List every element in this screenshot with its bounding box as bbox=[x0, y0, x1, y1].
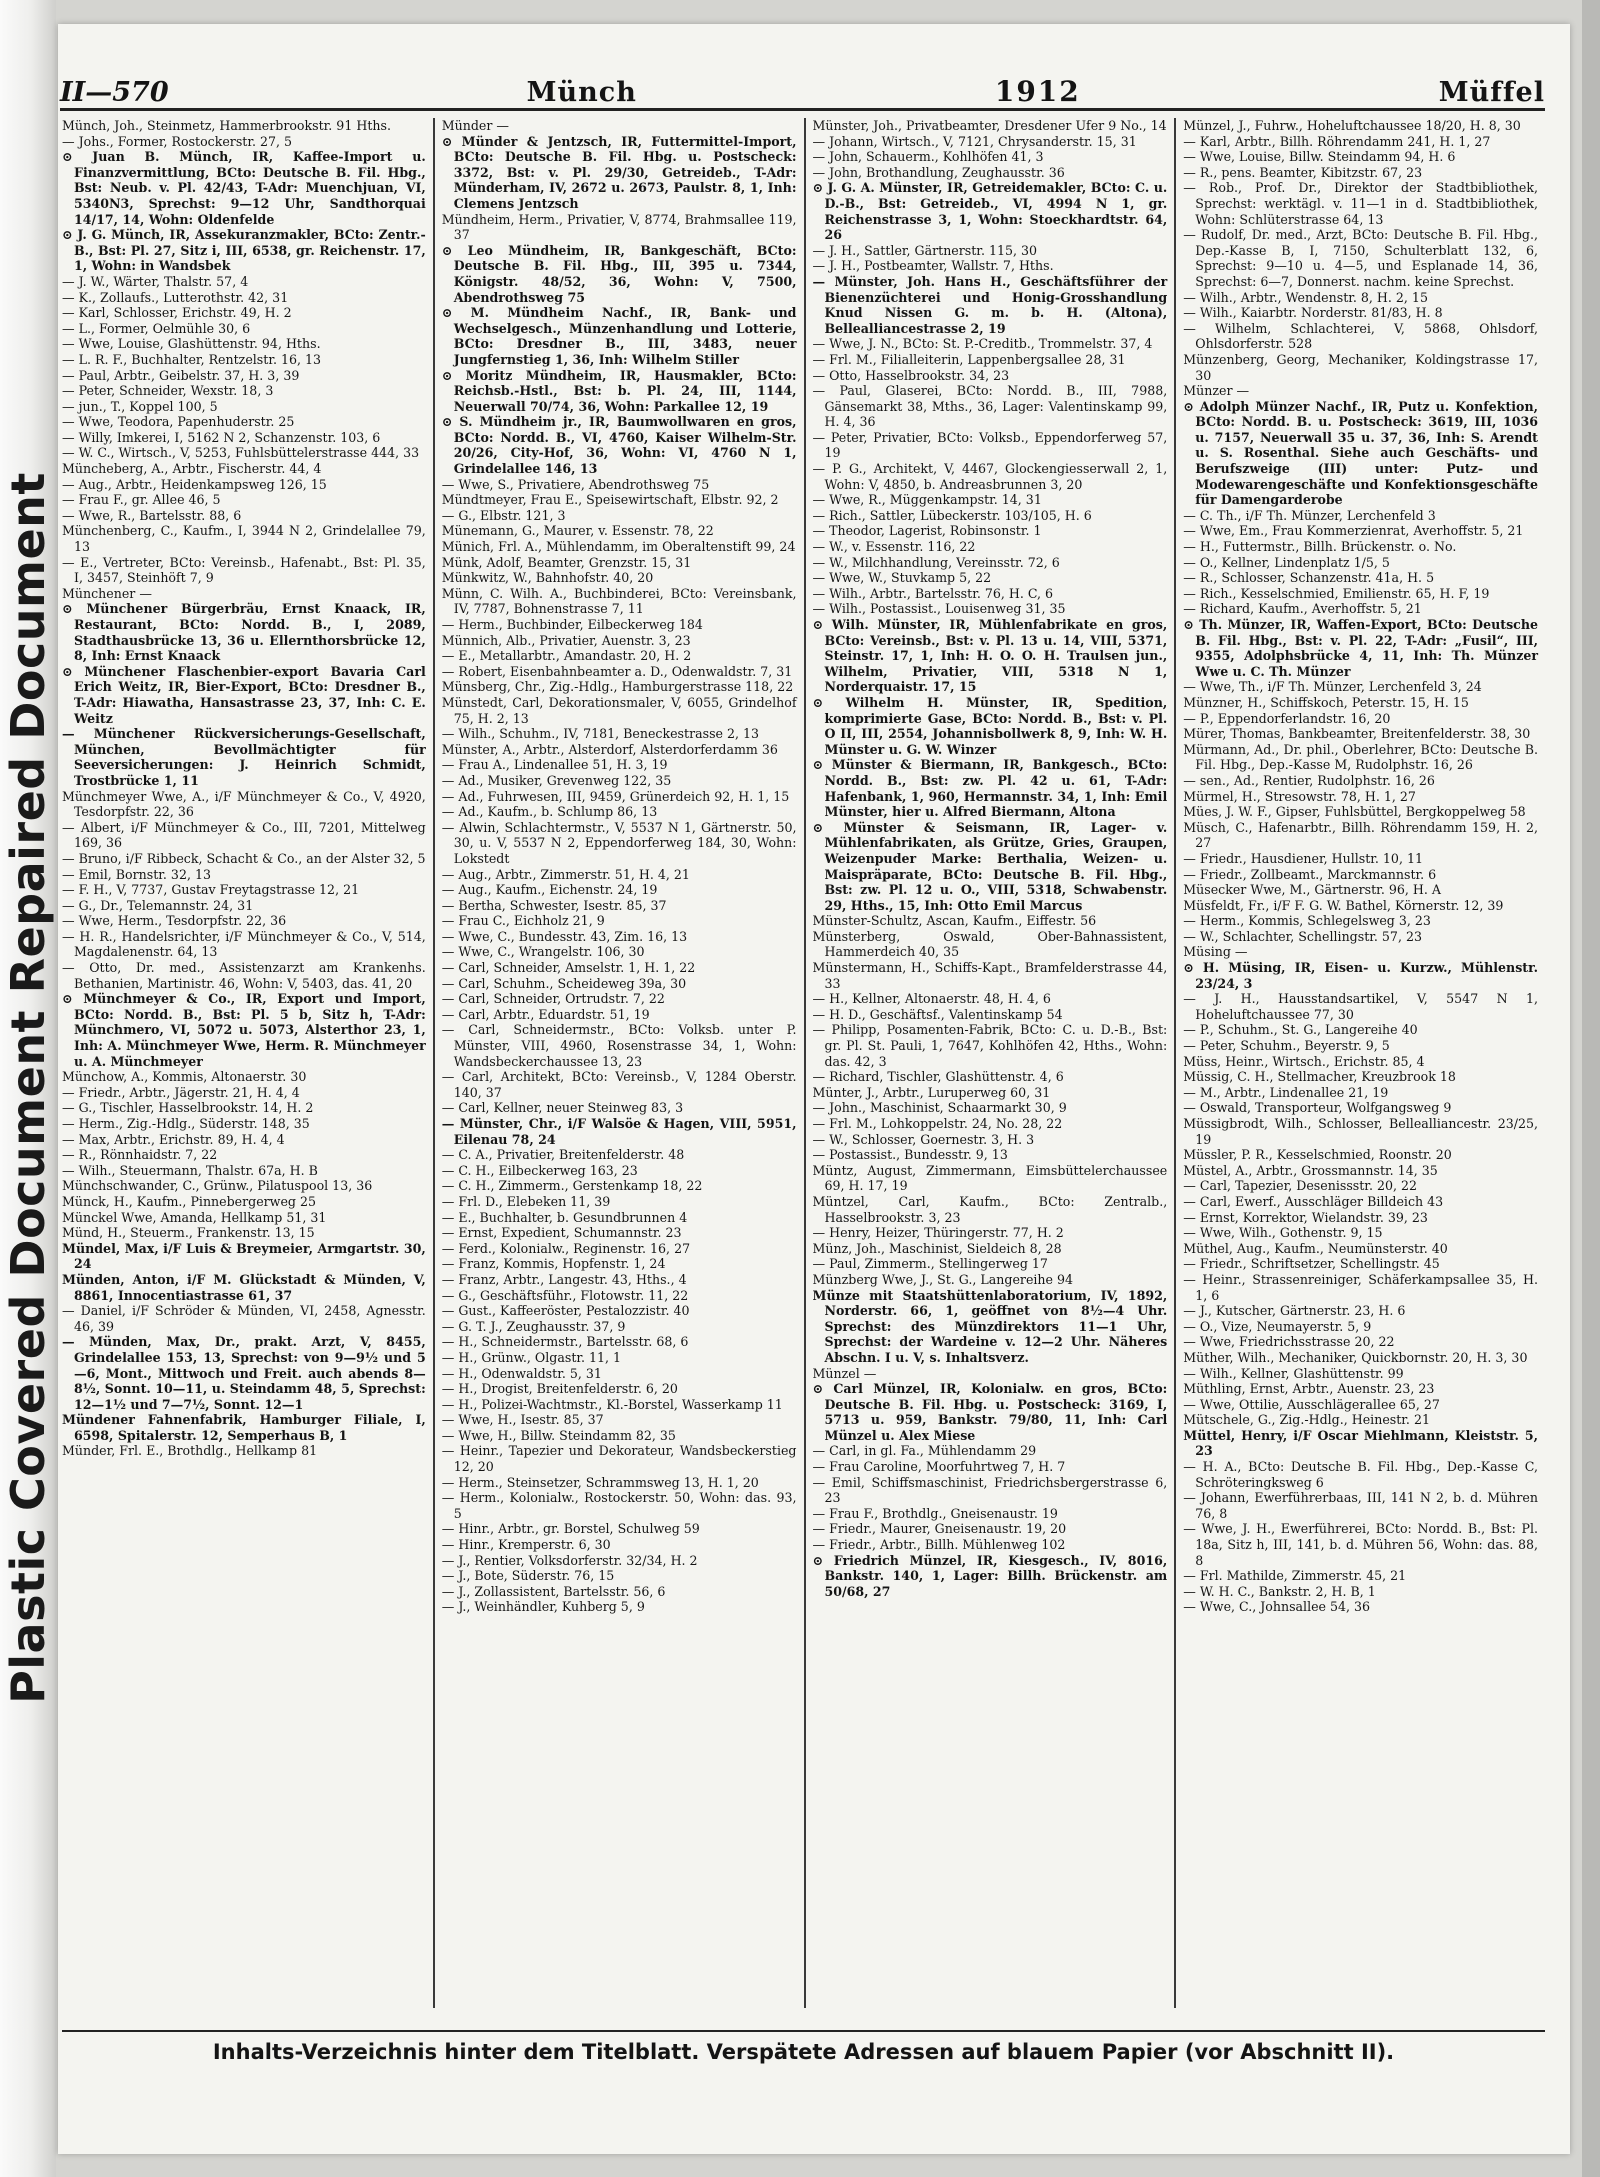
directory-entry: — Wilh., Kellner, Glashüttenstr. 99 bbox=[1183, 1365, 1404, 1381]
column-3 bbox=[804, 118, 1175, 2008]
directory-entry: — W., Schlachter, Schellingstr. 57, 23 bbox=[1183, 928, 1422, 944]
directory-entry: — Wwe, Th., i/F Th. Münzer, Lerchenfeld 3, 24 bbox=[1183, 679, 1482, 695]
directory-entry: — J. H., Sattler, Gärtnerstr. 115, 30 bbox=[812, 242, 1038, 258]
directory-entry: Münder, Frl. E., Brothdlg., Hellkamp 81 bbox=[62, 1443, 318, 1459]
directory-entry: ⊙ Adolph Münzer Nachf., IR, Putz u. Konfektion, BCto: Nordd. B. u. Postscheck: 3619, III, 1036 u. 7157, Neuerwall 35 u. 37, 36, Inh: S. Arendt u. S. Rosenthal. Siehe auch Geschäfts- und Berufszweige (III) unter: Putz- und Modewarengeschäfte und Konfektionsgeschäfte für Damengarderobe bbox=[1183, 398, 1538, 508]
directory-entry: — Johann, Wirtsch., V, 7121, Chrysanderstr. 15, 31 bbox=[812, 133, 1137, 149]
directory-entry: — John, Schauerm., Kohlhöfen 41, 3 bbox=[812, 149, 1044, 165]
directory-entry: Münstermann, H., Schiffs-Kapt., Bramfelderstrasse 44, 33 bbox=[812, 960, 1168, 991]
directory-entry: — Wwe, Friedrichsstrasse 20, 22 bbox=[1183, 1334, 1395, 1350]
directory-entry: Mürmann, Ad., Dr. phil., Oberlehrer, BCto: Deutsche B. Fil. Hbg., Dep.-Kasse M, Rudolphstr. 16, 26 bbox=[1183, 741, 1538, 773]
directory-entry: — Wwe, H., Isestr. 85, 37 bbox=[441, 1412, 604, 1428]
directory-entry: — Wwe, C., Johnsallee 54, 36 bbox=[1183, 1599, 1371, 1615]
directory-entry: Mündtmeyer, Frau E., Speisewirtschaft, Elbstr. 92, 2 bbox=[441, 492, 779, 508]
directory-entry: — Henry, Heizer, Thüringerstr. 77, H. 2 bbox=[812, 1225, 1064, 1241]
directory-entry: — Karl, Schlosser, Erichstr. 49, H. 2 bbox=[62, 305, 292, 321]
directory-entry: Münzer — bbox=[1183, 383, 1250, 399]
directory-entry: — Wwe, Louise, Glashüttenstr. 94, Hths. bbox=[62, 336, 321, 352]
column-4 bbox=[1174, 118, 1545, 2008]
directory-entry: Münkwitz, W., Bahnhofstr. 40, 20 bbox=[441, 570, 654, 586]
directory-entry: — W., Schlosser, Goernestr. 3, H. 3 bbox=[812, 1131, 1035, 1147]
directory-entry: — Emil, Schiffsmaschinist, Friedrichsbergerstrasse 6, 23 bbox=[812, 1474, 1168, 1506]
directory-entry: — Wwe, C., Wrangelstr. 106, 30 bbox=[441, 944, 645, 960]
directory-entry: Münz, Joh., Maschinist, Sieldeich 8, 28 bbox=[812, 1240, 1062, 1256]
directory-entry: Münchener — bbox=[62, 585, 152, 601]
directory-entry: — P. G., Architekt, V, 4467, Glockengiesserwall 2, 1, Wohn: V, 4850, b. Andreasbrunnen 3, 20 bbox=[812, 461, 1168, 492]
directory-entry: — G., Tischler, Hasselbrookstr. 14, H. 2 bbox=[62, 1100, 314, 1116]
directory-entry: Mündener Fahnenfabrik, Hamburger Filiale, I, 6598, Spitalerstr. 12, Semperhaus B, 1 bbox=[62, 1412, 426, 1443]
directory-entry: — sen., Ad., Rentier, Rudolphstr. 16, 26 bbox=[1183, 772, 1435, 788]
directory-entry: ⊙ M. Mündheim Nachf., IR, Bank- und Wechselgesch., Münzenhandlung und Lotterie, BCto: Dresdner B., III, 3483, neuer Jungfernstieg 1, 36, Inh: Wilhelm Stiller bbox=[441, 305, 797, 367]
directory-entry: ⊙ Münder & Jentzsch, IR, Futtermittel-Import, BCto: Deutsche B. Fil. Hbg. u. Postscheck: 3372, Bst: v. Pl. 29/30, Getreideb., T-Adr: Münderham, IV, 2672 u. 2673, Paulstr. 8, 1, Inh: Clemens Jentzsch bbox=[441, 133, 797, 211]
directory-entry: ⊙ H. Müsing, IR, Eisen- u. Kurzw., Mühlenstr. 23/24, 3 bbox=[1183, 960, 1538, 991]
directory-entry: — Wwe, C., Bundesstr. 43, Zim. 16, 13 bbox=[441, 928, 688, 944]
directory-entry: — C. Th., i/F Th. Münzer, Lerchenfeld 3 bbox=[1183, 507, 1436, 523]
directory-entry: — Carl, in gl. Fa., Mühlendamm 29 bbox=[812, 1443, 1037, 1459]
directory-entry: ⊙ Münster & Seismann, IR, Lager- v. Mühlenfabrikaten, als Grütze, Gries, Graupen, Weizenpuder Marke: Berthalia, Weizen- u. Maispräparate, BCto: Deutsche B. Fil. Hbg., Bst: zw. Pl. 12 u. O., VIII, 5318, Schwabenstr. 29, Hths., 15, Inh: Otto Emil Marcus bbox=[812, 819, 1168, 913]
directory-entry: Münck, H., Kaufm., Pinnebergerweg 25 bbox=[62, 1193, 317, 1209]
directory-entry: — Herm., Kolonialw., Rostockerstr. 50, Wohn: das. 93, 5 bbox=[441, 1490, 797, 1521]
directory-entry: — Friedr., Maurer, Gneisenaustr. 19, 20 bbox=[812, 1521, 1067, 1537]
directory-entry: — Philipp, Posamenten-Fabrik, BCto: C. u. D.-B., Bst: gr. Pl. St. Pauli, 1, 7647, Kohlhöfen 42, Hths., Wohn: das. 42, 3 bbox=[812, 1022, 1168, 1069]
directory-entry: Münemann, G., Maurer, v. Essenstr. 78, 22 bbox=[441, 523, 714, 539]
directory-entry: — H. D., Geschäftsf., Valentinskamp 54 bbox=[812, 1006, 1063, 1022]
directory-entry: — Frau Caroline, Moorfuhrtweg 7, H. 7 bbox=[812, 1459, 1066, 1475]
directory-entry: — R., Rönnhaidstr. 7, 22 bbox=[62, 1147, 218, 1163]
directory-entry: Münden, Anton, i/F M. Glückstadt & Münden, V, 8861, Innocentiastrasse 61, 37 bbox=[62, 1271, 426, 1303]
directory-entry: — H. A., BCto: Deutsche B. Fil. Hbg., Dep.-Kasse C, Schröteringksweg 6 bbox=[1183, 1459, 1538, 1490]
directory-entry: — Postassist., Bundesstr. 9, 13 bbox=[812, 1147, 1008, 1163]
directory-entry: — Frau F., gr. Allee 46, 5 bbox=[62, 492, 221, 508]
directory-entry: ⊙ Leo Mündheim, IR, Bankgeschäft, BCto: Deutsche B. Fil. Hbg., III, 395 u. 7344, Königstr. 48/52, 36, Wohn: V, 7500, Abendrothsweg 75 bbox=[441, 242, 797, 305]
directory-entry: — Herm., Buchbinder, Eilbeckerweg 184 bbox=[441, 617, 703, 632]
directory-entry: Müsch, C., Hafenarbtr., Billh. Röhrendamm 159, H. 2, 27 bbox=[1183, 819, 1538, 851]
directory-entry: — Otto, Hasselbrookstr. 34, 23 bbox=[812, 367, 1010, 383]
page-edge-shadow bbox=[1582, 0, 1600, 2177]
directory-entry: — Carl, Schneider, Amselstr. 1, H. 1, 22 bbox=[441, 960, 696, 976]
directory-entry: — Ad., Fuhrwesen, III, 9459, Grünerdeich 92, H. 1, 15 bbox=[441, 788, 790, 804]
directory-entry: — Paul, Arbtr., Geibelstr. 37, H. 3, 39 bbox=[62, 367, 300, 383]
directory-entry: — Wwe, W., Stuvkamp 5, 22 bbox=[812, 570, 992, 586]
entry-columns bbox=[62, 118, 1545, 2008]
directory-entry: — J., Zollassistent, Bartelsstr. 56, 6 bbox=[441, 1583, 666, 1599]
directory-entry: Müssig, C. H., Stellmacher, Kreuzbrook 18 bbox=[1183, 1069, 1456, 1085]
directory-entry: — Carl, Schneidermstr., BCto: Volksb. unter P. Münster, VIII, 4960, Rosenstrasse 34, 1, Wohn: Wandsbeckerchaussee 13, 23 bbox=[441, 1022, 797, 1069]
directory-entry: — H., Odenwaldstr. 5, 31 bbox=[441, 1365, 602, 1381]
directory-entry: — Wwe, J. H., Ewerführerei, BCto: Nordd. B., Bst: Pl. 18a, Sitz h, III, 141, b. d. Mühren 56, Wohn: das. 88, 8 bbox=[1183, 1521, 1538, 1568]
directory-entry: — W., Milchhandlung, Vereinsstr. 72, 6 bbox=[812, 554, 1060, 570]
directory-entry: — Friedr., Zollbeamt., Marckmannstr. 6 bbox=[1183, 866, 1437, 882]
directory-entry: — L. R. F., Buchhalter, Rentzelstr. 16, 13 bbox=[62, 351, 322, 367]
directory-entry: — Aug., Arbtr., Heidenkampsweg 126, 15 bbox=[62, 476, 327, 492]
directory-entry: — Carl, Arbtr., Eduardstr. 51, 19 bbox=[441, 1006, 650, 1022]
directory-entry: — Carl, Architekt, BCto: Vereinsb., V, 1284 Oberstr. 140, 37 bbox=[441, 1069, 797, 1100]
directory-entry: — Carl, Ewerf., Ausschläger Billdeich 43 bbox=[1183, 1193, 1444, 1209]
directory-entry: — Oswald, Transporteur, Wolfgangsweg 9 bbox=[1183, 1100, 1452, 1116]
directory-entry: — O., Vize, Neumayerstr. 5, 9 bbox=[1183, 1318, 1372, 1334]
directory-entry: — Hinr., Kremperstr. 6, 30 bbox=[441, 1537, 611, 1553]
directory-entry: — John, Brothandlung, Zeughausstr. 36 bbox=[812, 164, 1065, 180]
directory-entry: ⊙ S. Mündheim jr., IR, Baumwollwaren en gros, BCto: Nordd. B., VI, 4760, Kaiser Wilhelm-Str. 20/26, City-Hof, 36, Wohn: VI, 4760 N 1, Grindelallee 146, 13 bbox=[441, 414, 797, 477]
directory-entry: — Ferd., Kolonialw., Reginenstr. 16, 27 bbox=[441, 1240, 691, 1256]
directory-entry: — Wwe, R., Müggenkampstr. 14, 31 bbox=[812, 492, 1042, 508]
directory-entry: — Wilh., Kaiarbtr. Norderstr. 81/83, H. 8 bbox=[1183, 305, 1443, 321]
directory-entry: ⊙ Wilhelm H. Münster, IR, Spedition, komprimierte Gase, BCto: Nordd. B., Bst: v. Pl. O II, III, 2554, Johannisbollwerk 8, 9, Inh: W. H. Münster u. G. W. Winzer bbox=[812, 694, 1168, 757]
directory-entry: — O., Kellner, Lindenplatz 1/5, 5 bbox=[1183, 554, 1390, 570]
directory-entry: ⊙ Carl Münzel, IR, Kolonialw. en gros, BCto: Deutsche B. Fil. Hbg. u. Postscheck: 3169, I, 5713 u. 959, Bankstr. 79/80, 11, Inh: Carl Münzel u. Alex Miese bbox=[812, 1381, 1168, 1443]
page-header bbox=[60, 64, 1545, 111]
directory-entry: Münich, Frl. A., Mühlendamm, im Oberaltenstift 99, 24 bbox=[441, 539, 796, 555]
directory-entry: — Rich., Kesselschmied, Emilienstr. 65, H. F, 19 bbox=[1183, 585, 1490, 601]
directory-entry: — H. R., Handelsrichter, i/F Münchmeyer & Co., V, 514, Magdalenenstr. 64, 13 bbox=[62, 928, 426, 960]
directory-entry: Müthel, Aug., Kaufm., Neumünsterstr. 40 bbox=[1183, 1240, 1448, 1256]
column-2 bbox=[433, 118, 804, 2008]
directory-entry: — F. H., V, 7737, Gustav Freytagstrasse 12, 21 bbox=[62, 882, 360, 898]
directory-entry: ⊙ J. G. A. Münster, IR, Getreidemakler, BCto: C. u. D.-B., Bst: Getreideb., VI, 4994 N 1, gr. Reichenstrasse 3, 1, Wohn: Stoeckhardtstr. 64, 26 bbox=[812, 180, 1168, 243]
directory-entry: Müss, Heinr., Wirtsch., Erichstr. 85, 4 bbox=[1183, 1053, 1425, 1069]
directory-entry: — R., Schlosser, Schanzenstr. 41a, H. 5 bbox=[1183, 570, 1435, 586]
directory-entry: — Daniel, i/F Schröder & Münden, VI, 2458, Agnesstr. 46, 39 bbox=[62, 1303, 426, 1334]
directory-entry: Münster, Joh., Privatbeamter, Dresdener Ufer 9 No., 14 bbox=[812, 118, 1167, 133]
directory-entry: Mündheim, Herm., Privatier, V, 8774, Brahmsallee 119, 37 bbox=[441, 211, 797, 243]
directory-entry: — Wwe, H., Billw. Steindamm 82, 35 bbox=[441, 1427, 676, 1443]
directory-entry: — Richard, Kaufm., Averhoffstr. 5, 21 bbox=[1183, 601, 1422, 617]
directory-entry: ⊙ Moritz Mündheim, IR, Hausmakler, BCto: Reichsb.-Hstl., Bst: b. Pl. 24, III, 1144, Neuerwall 70/74, 36, Wohn: Parkallee 12, 19 bbox=[441, 367, 797, 414]
directory-entry: — Wwe, J. N., BCto: St. P.-Creditb., Trommelstr. 37, 4 bbox=[812, 336, 1153, 352]
directory-entry: ⊙ Friedrich Münzel, IR, Kiesgesch., IV, 8016, Bankstr. 140, 1, Lager: Billh. Brückenstr. am 50/68, 27 bbox=[812, 1552, 1168, 1599]
directory-entry: ⊙ Münchener Bürgerbräu, Ernst Knaack, IR, Restaurant, BCto: Nordd. B., I, 2089, Stadthausbrücke 13, 36 u. Ellernthorsbrücke 12, 8, Inh: Ernst Knaack bbox=[62, 601, 426, 664]
directory-entry: Müther, Wilh., Mechaniker, Quickbornstr. 20, H. 3, 30 bbox=[1183, 1349, 1528, 1365]
directory-entry: — Wwe, Teodora, Papenhuderstr. 25 bbox=[62, 414, 295, 430]
directory-entry: — G., Dr., Telemannstr. 24, 31 bbox=[62, 897, 254, 913]
directory-entry: — Herm., Zig.-Hdlg., Süderstr. 148, 35 bbox=[62, 1116, 310, 1131]
directory-entry: — P., Eppendorferlandstr. 16, 20 bbox=[1183, 710, 1391, 726]
directory-entry: — Rob., Prof. Dr., Direktor der Stadtbibliothek, Sprechst: werktägl. v. 11—1 in d. Stadtbibliothek, Wohn: Schlüterstrasse 64, 13 bbox=[1183, 180, 1538, 227]
directory-entry: — H., Schneidermstr., Bartelsstr. 68, 6 bbox=[441, 1334, 689, 1350]
directory-entry: — J., Rentier, Volksdorferstr. 32/34, H. 2 bbox=[441, 1552, 698, 1568]
directory-entry: ⊙ Th. Münzer, IR, Waffen-Export, BCto: Deutsche B. Fil. Hbg., Bst: v. Pl. 22, T-Adr: „Fusil“, III, 9355, Adolphsbrücke 4, 11, Inh: Th. Münzer Wwe u. C. Th. Münzer bbox=[1183, 617, 1538, 679]
directory-entry: Münn, C. Wilh. A., Buchbinderei, BCto: Vereinsbank, IV, 7787, Bohnenstrasse 7, 11 bbox=[441, 585, 797, 617]
directory-entry: — Emil, Bornstr. 32, 13 bbox=[62, 866, 211, 882]
directory-entry: — Bruno, i/F Ribbeck, Schacht & Co., an der Alster 32, 5 bbox=[62, 850, 426, 866]
directory-entry: Münster, A., Arbtr., Alsterdorf, Alsterdorferdamm 36 bbox=[441, 741, 778, 757]
directory-entry: — Friedr., Arbtr., Billh. Mühlenweg 102 bbox=[812, 1537, 1066, 1553]
directory-entry: — L., Former, Oelmühle 30, 6 bbox=[62, 320, 251, 336]
directory-entry: — Wwe, Herm., Tesdorpfstr. 22, 36 bbox=[62, 913, 287, 929]
directory-entry: — G. T. J., Zeughausstr. 37, 9 bbox=[441, 1318, 626, 1334]
directory-entry: — Frl. Mathilde, Zimmerstr. 45, 21 bbox=[1183, 1568, 1407, 1584]
spine-text: Plastic Covered Document Repaired Document bbox=[1, 472, 55, 1704]
directory-entry: Münchschwander, C., Grünw., Pilatuspool 13, 36 bbox=[62, 1178, 373, 1194]
directory-entry: Mündel, Max, i/F Luis & Breymeier, Armgartstr. 30, 24 bbox=[62, 1240, 426, 1272]
directory-entry: ⊙ J. G. Münch, IR, Assekuranzmakler, BCto: Zentr.-B., Bst: Pl. 27, Sitz i, III, 6538, gr. Reichenstr. 17, 1, Wohn: in Wandsbek bbox=[62, 227, 426, 274]
directory-entry: Mürer, Thomas, Bankbeamter, Breitenfelderstr. 38, 30 bbox=[1183, 726, 1531, 742]
directory-entry: Münstedt, Carl, Dekorationsmaler, V, 6055, Grindelhof 75, H. 2, 13 bbox=[441, 694, 797, 726]
directory-entry: — Carl, Kellner, neuer Steinweg 83, 3 bbox=[441, 1100, 684, 1116]
directory-entry: — Franz, Arbtr., Langestr. 43, Hths., 4 bbox=[441, 1271, 687, 1287]
directory-entry: — E., Metallarbtr., Amandastr. 20, H. 2 bbox=[441, 648, 692, 664]
directory-entry: — Carl, Schneider, Ortrudstr. 7, 22 bbox=[441, 991, 665, 1007]
directory-entry: — Frl. M., Lohkoppelstr. 24, No. 28, 22 bbox=[812, 1116, 1063, 1131]
directory-entry: — G., Elbstr. 121, 3 bbox=[441, 507, 566, 523]
directory-entry: — G., Geschäftsführ., Flotowstr. 11, 22 bbox=[441, 1287, 689, 1303]
directory-entry: — Carl, Tapezier, Desenissstr. 20, 22 bbox=[1183, 1178, 1418, 1194]
directory-entry: — Peter, Schneider, Wexstr. 18, 3 bbox=[62, 383, 274, 399]
directory-entry: — C. H., Eilbeckerweg 163, 23 bbox=[441, 1162, 638, 1178]
directory-entry: Münchow, A., Kommis, Altonaerstr. 30 bbox=[62, 1069, 307, 1085]
directory-entry: — C. A., Privatier, Breitenfelderstr. 48 bbox=[441, 1147, 685, 1163]
directory-entry: — Wwe, S., Privatiere, Abendrothsweg 75 bbox=[441, 476, 710, 492]
directory-entry: Münzel, J., Fuhrw., Hoheluftchaussee 18/20, H. 8, 30 bbox=[1183, 118, 1521, 133]
directory-entry: — Herm., Steinsetzer, Schrammsweg 13, H. 1, 20 bbox=[441, 1474, 759, 1490]
directory-entry: — Heinr., Tapezier und Dekorateur, Wandsbeckerstieg 12, 20 bbox=[441, 1443, 797, 1475]
directory-entry: — Friedr., Arbtr., Jägerstr. 21, H. 4, 4 bbox=[62, 1084, 300, 1100]
directory-entry: — Rudolf, Dr. med., Arzt, BCto: Deutsche B. Fil. Hbg., Dep.-Kasse B, I, 7150, Schulterblatt 132, 6, Sprechst: 9—10 u. 4—5, und Esplanade 14, 36, Sprechst: 6—7, Donnerst. nachm. keine Sprechst. bbox=[1183, 227, 1538, 289]
directory-entry: — Wwe, Em., Frau Kommerzienrat, Averhoffstr. 5, 21 bbox=[1183, 523, 1524, 539]
directory-entry: Mütschele, G., Zig.-Hdlg., Heinestr. 21 bbox=[1183, 1412, 1430, 1428]
directory-entry: Müsfeldt, Fr., i/F F. G. W. Bathel, Körnerstr. 12, 39 bbox=[1183, 897, 1504, 913]
directory-entry: — J., Bote, Süderstr. 76, 15 bbox=[441, 1568, 615, 1584]
directory-entry: — Peter, Schuhm., Beyerstr. 9, 5 bbox=[1183, 1038, 1390, 1054]
directory-entry: — Frau C., Eichholz 21, 9 bbox=[441, 913, 605, 929]
directory-entry: Müssler, P. R., Kesselschmied, Roonstr. 20 bbox=[1183, 1147, 1452, 1163]
directory-entry: — Münchener Rückversicherungs-Gesellschaft, München, Bevollmächtigter für Seeversicherungen: J. Heinrich Schmidt, Trostbrücke 1, 11 bbox=[62, 726, 426, 788]
directory-entry: — Aug., Kaufm., Eichenstr. 24, 19 bbox=[441, 882, 658, 898]
directory-entry: — Johann, Ewerführerbaas, III, 141 N 2, b. d. Mühren 76, 8 bbox=[1183, 1490, 1538, 1521]
directory-entry: — J. W., Wärter, Thalstr. 57, 4 bbox=[62, 273, 249, 289]
directory-entry: — E., Vertreter, BCto: Vereinsb., Hafenabt., Bst: Pl. 35, I, 3457, Steinhöft 7, 9 bbox=[62, 554, 426, 586]
directory-entry: — Paul, Glaserei, BCto: Nordd. B., III, 7988, Gänsemarkt 38, Mths., 36, Lager: Valentinskamp 99, H. 4, 36 bbox=[812, 383, 1168, 430]
directory-entry: — R., pens. Beamter, Kibitzstr. 67, 23 bbox=[1183, 164, 1423, 180]
directory-entry: — Münden, Max, Dr., prakt. Arzt, V, 8455, Grindelallee 153, 13, Sprechst: von 9—9½ und 5—6, Mont., Mittwoch und Freit. auch abends 8—8½, Sonnt. 10—11, u. Steindamm 48, 5, Sprechst: 12—1½ und 7—7½, Sonnt. 12—1 bbox=[62, 1334, 426, 1412]
directory-entry: Münter, J., Arbtr., Luruperweg 60, 31 bbox=[812, 1084, 1051, 1100]
directory-entry: — Wilh., Schuhm., IV, 7181, Beneckestrasse 2, 13 bbox=[441, 726, 760, 742]
directory-entry: — Hinr., Arbtr., gr. Borstel, Schulweg 59 bbox=[441, 1521, 700, 1537]
directory-entry: — Aug., Arbtr., Zimmerstr. 51, H. 4, 21 bbox=[441, 866, 690, 882]
directory-entry: Münzel — bbox=[812, 1365, 877, 1381]
directory-entry: — H., Kellner, Altonaerstr. 48, H. 4, 6 bbox=[812, 991, 1051, 1007]
directory-entry: Münchmeyer Wwe, A., i/F Münchmeyer & Co., V, 4920, Tesdorpfstr. 22, 36 bbox=[62, 788, 426, 820]
directory-entry: — Wwe, Wilh., Gothenstr. 9, 15 bbox=[1183, 1225, 1383, 1241]
directory-entry: Müttel, Henry, i/F Oscar Miehlmann, Kleiststr. 5, 23 bbox=[1183, 1427, 1538, 1459]
directory-entry: — J., Weinhändler, Kuhberg 5, 9 bbox=[441, 1599, 645, 1615]
directory-entry: Münd, H., Steuerm., Frankenstr. 13, 15 bbox=[62, 1225, 315, 1241]
directory-entry: — Robert, Eisenbahnbeamter a. D., Odenwaldstr. 7, 31 bbox=[441, 663, 793, 679]
directory-entry: — Ernst, Korrektor, Wielandstr. 39, 23 bbox=[1183, 1209, 1428, 1225]
directory-entry: — E., Buchhalter, b. Gesundbrunnen 4 bbox=[441, 1209, 688, 1225]
directory-entry: — Peter, Privatier, BCto: Volksb., Eppendorferweg 57, 19 bbox=[812, 429, 1168, 461]
directory-entry: Münk, Adolf, Beamter, Grenzstr. 15, 31 bbox=[441, 554, 692, 570]
directory-entry: Müntzel, Carl, Kaufm., BCto: Zentralb., Hasselbrookstr. 3, 23 bbox=[812, 1193, 1168, 1225]
directory-entry: ⊙ Münchmeyer & Co., IR, Export und Import, BCto: Nordd. B., Bst: Pl. 5 b, Sitz h, T-Adr: Münchmero, VI, 5072 u. 5073, Alsterthor 23, 1, Inh: A. Münchmeyer Wwe, Herm. R. Münchmeyer u. A. Münchmeyer bbox=[62, 991, 426, 1069]
directory-entry: — H., Grünw., Olgastr. 11, 1 bbox=[441, 1349, 622, 1365]
directory-entry: — C. H., Zimmerm., Gerstenkamp 18, 22 bbox=[441, 1178, 703, 1194]
directory-entry: — Wwe, Ottilie, Ausschlägerallee 65, 27 bbox=[1183, 1396, 1440, 1412]
directory-entry: — John., Maschinist, Schaarmarkt 30, 9 bbox=[812, 1100, 1067, 1116]
directory-entry: — P., Schuhm., St. G., Langereihe 40 bbox=[1183, 1022, 1418, 1038]
directory-entry: — Rich., Sattler, Lübeckerstr. 103/105, H. 6 bbox=[812, 507, 1092, 523]
directory-entry: — Gust., Kaffeeröster, Pestalozzistr. 40 bbox=[441, 1303, 690, 1319]
directory-entry: Münckel Wwe, Amanda, Hellkamp 51, 31 bbox=[62, 1209, 327, 1225]
directory-entry: Müthling, Ernst, Arbtr., Auenstr. 23, 23 bbox=[1183, 1381, 1435, 1397]
directory-entry: — Münster, Joh. Hans H., Geschäftsführer der Bienenzüchterei und Honig-Grosshandlung Knud Nissen G. m. b. H. (Altona), Bellealliancestrasse 2, 19 bbox=[812, 273, 1168, 336]
right-headword: Müffel bbox=[1438, 77, 1545, 108]
directory-entry: — Paul, Zimmerm., Stellingerweg 17 bbox=[812, 1256, 1048, 1272]
directory-entry: — Willy, Imkerei, I, 5162 N 2, Schanzenstr. 103, 6 bbox=[62, 429, 381, 445]
directory-entry: Müssigbrodt, Wilh., Schlosser, Bellealliancestr. 23/25, 19 bbox=[1183, 1116, 1538, 1147]
directory-entry: Müncheberg, A., Arbtr., Fischerstr. 44, 4 bbox=[62, 461, 322, 477]
directory-entry: — K., Zollaufs., Lutterothstr. 42, 31 bbox=[62, 289, 289, 305]
directory-entry: Münch, Joh., Steinmetz, Hammerbrookstr. 91 Hths. bbox=[62, 118, 391, 133]
directory-entry: — Heinr., Strassenreiniger, Schäferkampsallee 35, H. 1, 6 bbox=[1183, 1271, 1538, 1303]
directory-entry: Münder — bbox=[441, 118, 509, 133]
directory-entry: — Bertha, Schwester, Isestr. 85, 37 bbox=[441, 897, 667, 913]
directory-entry: Münnich, Alb., Privatier, Auenstr. 3, 23 bbox=[441, 632, 691, 648]
directory-entry: Müstel, A., Arbtr., Grossmannstr. 14, 35 bbox=[1183, 1162, 1438, 1178]
directory-entry: — Ad., Kaufm., b. Schlump 86, 13 bbox=[441, 804, 658, 820]
book-spine-label bbox=[0, 0, 56, 2177]
directory-entry: ⊙ Münster & Biermann, IR, Bankgesch., BCto: Nordd. B., Bst: zw. Pl. 42 u. 61, T-Adr: Hafenbank, 1, 960, Hermannstr. 34, 1, Inh: Emil Münster, hier u. Alfred Biermann, Altona bbox=[812, 757, 1168, 820]
directory-entry: Müsing — bbox=[1183, 944, 1248, 960]
directory-entry: — J., Kutscher, Gärtnerstr. 23, H. 6 bbox=[1183, 1303, 1406, 1319]
year: 1912 bbox=[994, 75, 1081, 108]
directory-entry: ⊙ Münchener Flaschenbier-export Bavaria Carl Erich Weitz, IR, Bier-Export, BCto: Dresdner B., T-Adr: Hiawatha, Hansastrasse 23, 37, Inh: C. E. Weitz bbox=[62, 663, 426, 726]
directory-entry: — Karl, Arbtr., Billh. Röhrendamm 241, H. 1, 27 bbox=[1183, 133, 1491, 149]
directory-entry: — Wilh., Postassist., Louisenweg 31, 35 bbox=[812, 601, 1066, 617]
directory-entry: — Max, Arbtr., Erichstr. 89, H. 4, 4 bbox=[62, 1131, 285, 1147]
directory-entry: Münster-Schultz, Ascan, Kaufm., Eiffestr. 56 bbox=[812, 913, 1097, 929]
directory-entry: — jun., T., Koppel 100, 5 bbox=[62, 398, 218, 414]
directory-entry: — Herm., Kommis, Schlegelsweg 3, 23 bbox=[1183, 913, 1431, 929]
directory-entry: — W. C., Wirtsch., V, 5253, Fuhlsbüttelerstrasse 444, 33 bbox=[62, 445, 420, 461]
directory-entry: — Ad., Musiker, Grevenweg 122, 35 bbox=[441, 772, 672, 788]
directory-entry: — Münster, Chr., i/F Walsöe & Hagen, VIII, 5951, Eilenau 78, 24 bbox=[441, 1116, 797, 1147]
directory-entry: — Theodor, Lagerist, Robinsonstr. 1 bbox=[812, 523, 1042, 539]
directory-entry: — Wilh., Arbtr., Wendenstr. 8, H. 2, 15 bbox=[1183, 289, 1428, 305]
directory-entry: — Johs., Former, Rostockerstr. 27, 5 bbox=[62, 133, 293, 149]
directory-entry: — Franz, Kommis, Hopfenstr. 1, 24 bbox=[441, 1256, 666, 1272]
directory-entry: — Wwe, R., Bartelsstr. 88, 6 bbox=[62, 507, 242, 523]
directory-entry: Münzberg Wwe, J., St. G., Langereihe 94 bbox=[812, 1271, 1074, 1287]
directory-entry: — J. H., Hausstandsartikel, V, 5547 N 1, Hoheluftchaussee 77, 30 bbox=[1183, 991, 1538, 1022]
directory-entry: Münsterberg, Oswald, Ober-Bahnassistent, Hammerdeich 40, 35 bbox=[812, 928, 1168, 960]
directory-entry: — Otto, Dr. med., Assistenzarzt am Krankenhs. Bethanien, Martinistr. 46, Wohn: V, 5403, das. 41, 20 bbox=[62, 960, 426, 991]
directory-entry: — H., Drogist, Breitenfelderstr. 6, 20 bbox=[441, 1381, 678, 1397]
directory-entry: — Frau F., Brothdlg., Gneisenaustr. 19 bbox=[812, 1505, 1058, 1521]
directory-entry: — Alwin, Schlachtermstr., V, 5537 N 1, Gärtnerstr. 50, 30, u. V, 5537 N 2, Eppendorferweg 184, 30, Wohn: Lokstedt bbox=[441, 819, 797, 866]
directory-entry: — Wilhelm, Schlachterei, V, 5868, Ohlsdorf, Ohlsdorferstr. 528 bbox=[1183, 320, 1538, 352]
directory-entry: Mües, J. W. F., Gipser, Fuhlsbüttel, Bergkoppelweg 58 bbox=[1183, 804, 1526, 820]
directory-entry: — Wilh., Steuermann, Thalstr. 67a, H. B bbox=[62, 1162, 318, 1178]
column-1 bbox=[62, 118, 433, 2008]
directory-entry: — Frl. D., Elebeken 11, 39 bbox=[441, 1193, 611, 1209]
directory-entry: — H., Polizei-Wachtmstr., Kl.-Borstel, Wasserkamp 11 bbox=[441, 1396, 783, 1412]
directory-entry: Münchenberg, C., Kaufm., I, 3944 N 2, Grindelallee 79, 13 bbox=[62, 523, 426, 555]
directory-entry: ⊙ Wilh. Münster, IR, Mühlenfabrikate en gros, BCto: Vereinsb., Bst: v. Pl. 13 u. 14, VIII, 5371, Steinstr. 17, 1, Inh: H. O. O. H. Traulsen jun., Wilhelm, Privatier, VIII, 5318 N 1, Norderquaistr. 17, 15 bbox=[812, 617, 1168, 695]
directory-entry: ⊙ Juan B. Münch, IR, Kaffee-Import u. Finanzvermittlung, BCto: Deutsche B. Fil. Hbg., Bst: Neub. v. Pl. 42/43, T-Adr: Muenchjuan, VI, 5340N3, Sprechst: 9—12 Uhr, Sandthorquai 14/17, 14, Wohn: Oldenfelde bbox=[62, 149, 426, 227]
left-headword: Münch bbox=[526, 77, 637, 108]
directory-entry: — Frl. M., Filialleiterin, Lappenbergsallee 28, 31 bbox=[812, 351, 1126, 367]
directory-entry: — Wilh., Arbtr., Bartelsstr. 76, H. C, 6 bbox=[812, 585, 1054, 601]
directory-entry: Münzenberg, Georg, Mechaniker, Koldingstrasse 17, 30 bbox=[1183, 351, 1538, 383]
directory-entry: Münzner, H., Schiffskoch, Peterstr. 15, H. 15 bbox=[1183, 694, 1469, 710]
directory-entry: — Ernst, Expedient, Schumannstr. 23 bbox=[441, 1225, 682, 1241]
directory-entry: Mürmel, H., Stresowstr. 78, H. 1, 27 bbox=[1183, 788, 1416, 804]
directory-entry: Müsecker Wwe, M., Gärtnerstr. 96, H. A bbox=[1183, 882, 1441, 898]
directory-entry: — M., Arbtr., Lindenallee 21, 19 bbox=[1183, 1084, 1389, 1100]
directory-entry: — Frau A., Lindenallee 51, H. 3, 19 bbox=[441, 757, 668, 773]
directory-entry: — Albert, i/F Münchmeyer & Co., III, 7201, Mittelweg 169, 36 bbox=[62, 819, 426, 851]
directory-entry: — W., v. Essenstr. 116, 22 bbox=[812, 539, 976, 555]
directory-entry: — Carl, Schuhm., Scheideweg 39a, 30 bbox=[441, 975, 687, 991]
directory-entry: — Richard, Tischler, Glashüttenstr. 4, 6 bbox=[812, 1069, 1064, 1085]
page-number: II—570 bbox=[60, 77, 169, 108]
directory-entry: — H., Futtermstr., Billh. Brückenstr. o. No. bbox=[1183, 539, 1457, 555]
directory-entry: — Friedr., Hausdiener, Hullstr. 10, 11 bbox=[1183, 850, 1423, 866]
directory-entry: — Friedr., Schriftsetzer, Schellingstr. 45 bbox=[1183, 1256, 1440, 1272]
directory-entry: — J. H., Postbeamter, Wallstr. 7, Hths. bbox=[812, 258, 1054, 274]
directory-entry: Münsberg, Chr., Zig.-Hdlg., Hamburgerstrasse 118, 22 bbox=[441, 679, 794, 695]
directory-entry: Müntz, August, Zimmermann, Eimsbüttelerchaussee 69, H. 17, 19 bbox=[812, 1162, 1168, 1194]
directory-entry: Münze mit Staatshüttenlaboratorium, IV, 1892, Norderstr. 66, 1, geöffnet von 8½—4 Uhr. Sprechst: des Münzdirektors 11—1 Uhr, Sprechst: der Wardeine v. 12—2 Uhr. Näheres Abschn. I u. V, s. Inhaltsverz. bbox=[812, 1287, 1168, 1365]
page-footer-note: Inhalts-Verzeichnis hinter dem Titelblatt. Verspätete Adressen auf blauem Papier (vor Abschnitt II). bbox=[62, 2030, 1545, 2080]
directory-entry: — W. H. C., Bankstr. 2, H. B, 1 bbox=[1183, 1583, 1376, 1599]
directory-entry: — Wwe, Louise, Billw. Steindamm 94, H. 6 bbox=[1183, 149, 1456, 165]
